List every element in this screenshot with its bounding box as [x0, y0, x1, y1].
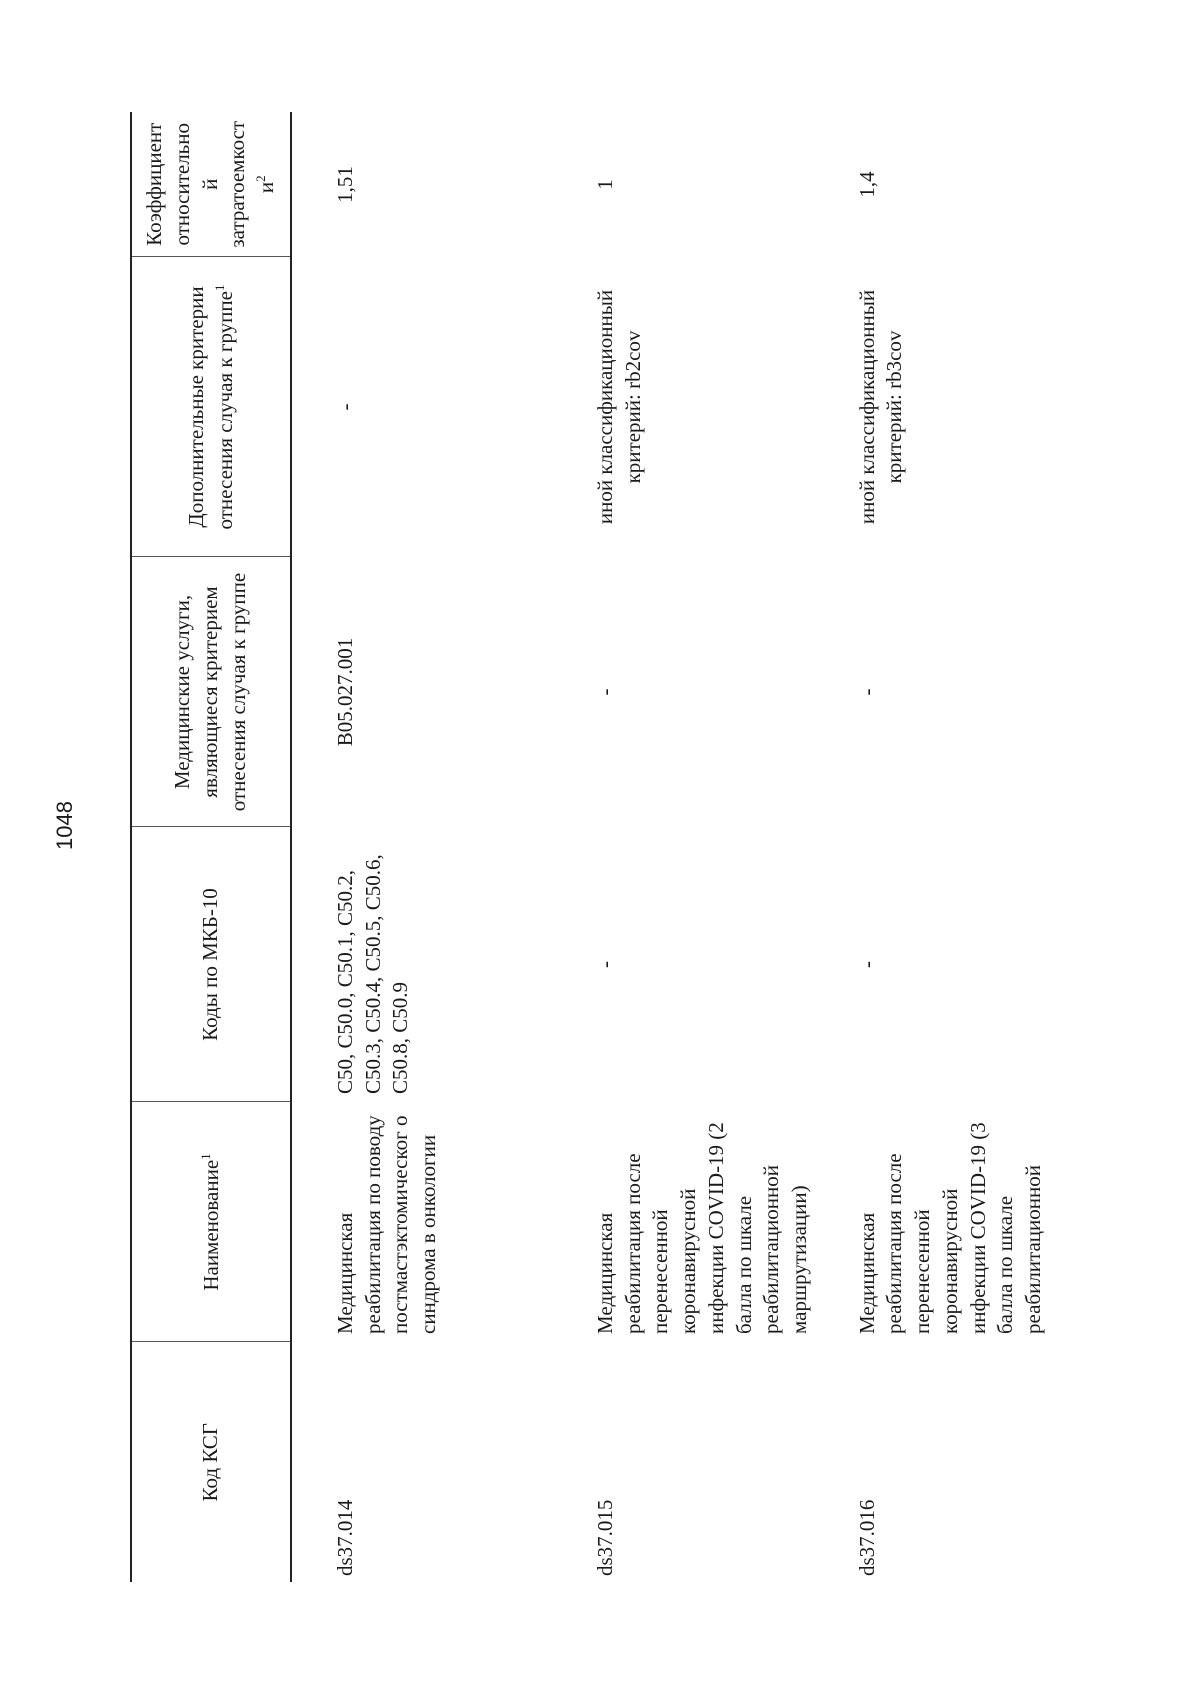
table-row: [814, 112, 1074, 1582]
table-header: [131, 112, 291, 1582]
header-coef: [131, 112, 291, 257]
header-name: [131, 1102, 291, 1342]
header-code-label: Код КСГ: [198, 1423, 223, 1502]
cell-name: Медицинская реабилитация после перенесенной коронавирусной инфекции COVID-19 (3 балла по шкале реабилитационной: [854, 1122, 1046, 1334]
header-code: [131, 1342, 291, 1582]
table-row: [291, 112, 552, 1582]
cell-mkb: C50, C50.0, C50.1, C50.2, C50.3, C50.4, C50.5, C50.6, C50.8, C50.9: [333, 854, 413, 1094]
header-coef-label: Коэффициент относительно й затратоемкост и: [142, 120, 279, 248]
header-mkb: [131, 827, 291, 1102]
header-criteria: [131, 257, 291, 557]
cell-mkb: -: [854, 961, 879, 968]
header-criteria-footnote: 1: [211, 284, 227, 292]
cell-name: Медицинская реабилитация после перенесенной коронавирусной инфекции COVID-19 (2 балла по шкале реабилитационной маршрутизации): [593, 1122, 812, 1334]
ksg-table-container: [130, 112, 1130, 1582]
header-criteria-label: Дополнительные критерии отнесения случая к группе: [183, 286, 237, 530]
cell-name: Медицинская реабилитация по поводу постмастэктомическог о синдрома в онкологии: [333, 1115, 441, 1334]
cell-mkb: -: [593, 961, 617, 968]
header-services: [131, 557, 291, 827]
cell-code: ds37.014: [333, 1499, 357, 1576]
header-name-footnote: 1: [197, 1153, 213, 1160]
header-coef-footnote: 2: [253, 175, 269, 182]
cell-coef: 1,4: [854, 171, 879, 198]
header-mkb-label: Коды по МКБ-10: [198, 888, 223, 1041]
header-row: [131, 112, 291, 1582]
cell-services: -: [854, 688, 879, 696]
page-number: 1048: [52, 801, 77, 850]
cell-code: ds37.015: [593, 1499, 617, 1576]
cell-coef: 1: [593, 179, 617, 190]
cell-coef: 1,51: [333, 166, 357, 203]
header-name-label: Наименование: [198, 1159, 223, 1291]
ksg-table: [130, 112, 1074, 1582]
table-body: [291, 112, 1074, 1582]
cell-code: ds37.016: [854, 1499, 879, 1576]
cell-services: -: [593, 688, 617, 696]
header-services-label: Медицинские услуги, являющиеся критерием отнесения случая к группе: [170, 572, 250, 812]
table-row: [552, 112, 814, 1582]
cell-criteria: -: [333, 403, 357, 411]
cell-criteria: иной классификационный критерий: rb3cov: [854, 289, 907, 525]
cell-services: B05.027.001: [333, 637, 357, 747]
cell-criteria: иной классификационный критерий: rb2cov: [593, 289, 645, 525]
